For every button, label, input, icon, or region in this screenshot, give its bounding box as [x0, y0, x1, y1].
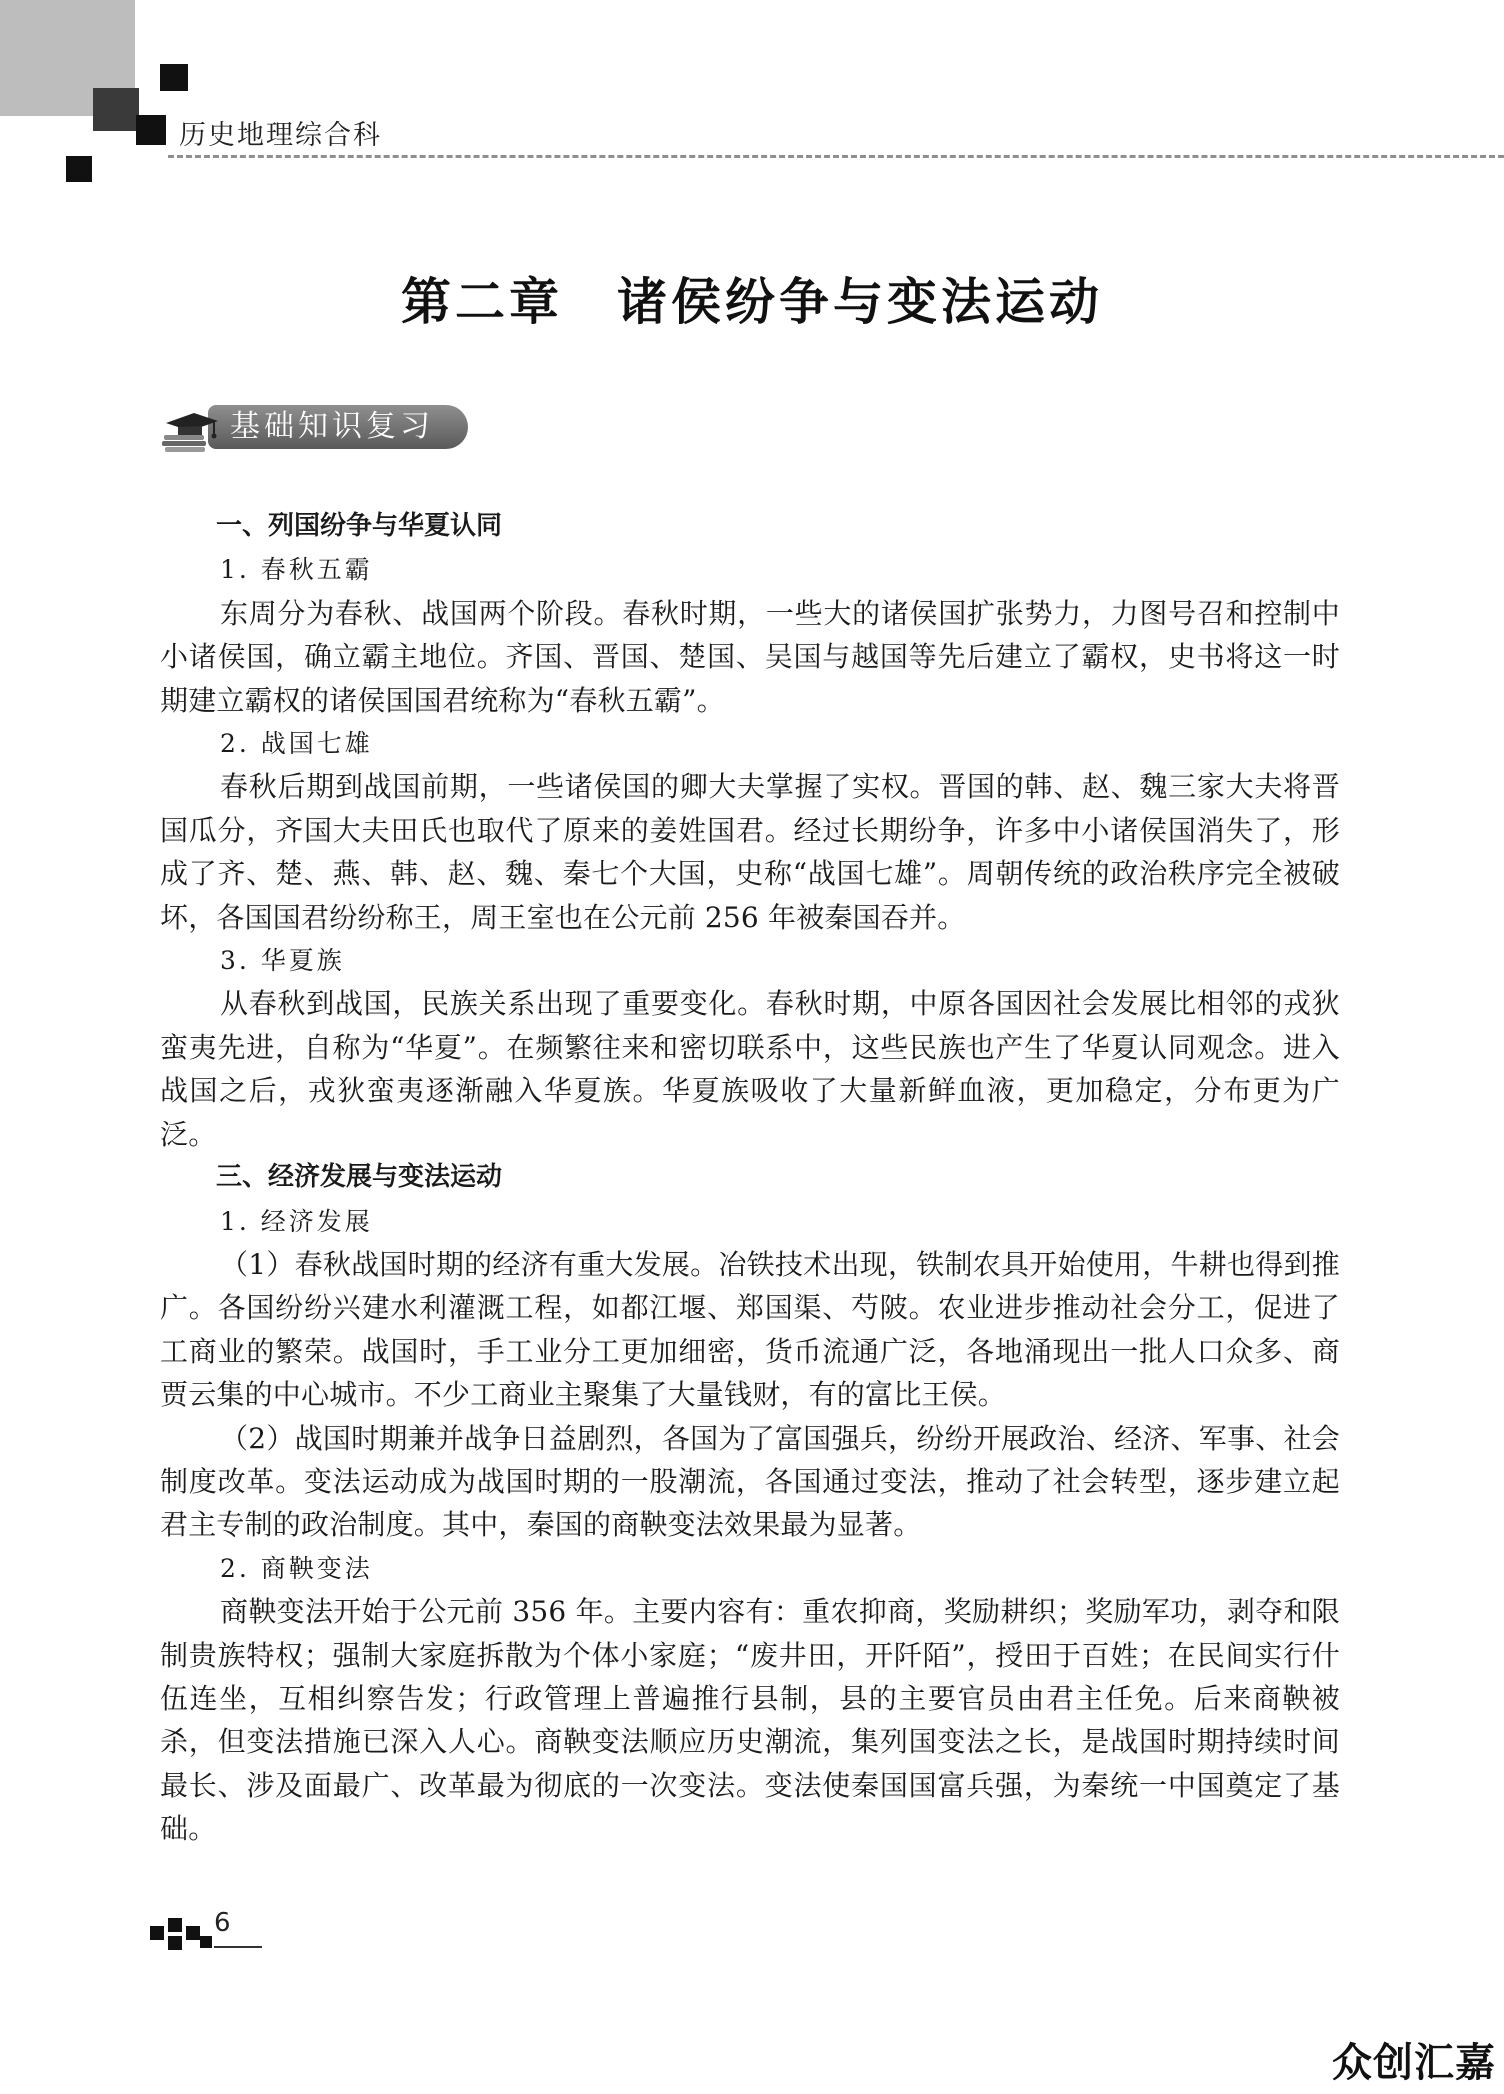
footer-square-decoration: [150, 1926, 164, 1940]
watermark-text: 众创汇嘉: [1332, 2040, 1496, 2086]
header-square-decoration: [160, 64, 188, 91]
footer-square-decoration: [168, 1936, 182, 1950]
chapter-title: 第二章 诸侯纷争与变法运动: [401, 273, 1103, 331]
body-paragraph: 春秋后期到战国前期，一些诸侯国的卿大夫掌握了实权。晋国的韩、赵、魏三家大夫将晋国瓜分，齐国大夫田氏也取代了原来的姜姓国君。经过长期纷争，许多中小诸侯国消失了，形成了齐、楚、燕、韩、赵、魏、秦七个大国，史称“战国七雄”。周朝传统的政治秩序完全被破坏，各国国君纷纷称王，周王室也在公元前 256 年被秦国吞并。: [160, 770, 1340, 934]
header-dashed-rule: [168, 155, 1504, 158]
subsection-title: 2. 战国七雄: [220, 729, 373, 759]
main-content: [160, 505, 1340, 1851]
section-heading: 三、经济发展与变法运动: [216, 1162, 503, 1193]
section-heading: 一、列国纷争与华夏认同: [216, 511, 503, 541]
body-paragraph: 从春秋到战国，民族关系出现了重要变化。春秋时期，中原各国因社会发展比相邻的戎狄蛮夷先进，自称为“华夏”。在频繁往来和密切联系中，这些民族也产生了华夏认同观念。进入战国之后，戎狄蛮夷逐渐融入华夏族。华夏族吸收了大量新鲜血液，更加稳定，分布更为广泛。: [160, 987, 1340, 1151]
banner-label: 基础知识复习: [208, 405, 468, 449]
header-square-decoration: [93, 88, 139, 131]
footer-square-decoration: [186, 1926, 200, 1940]
page-footer: [150, 1908, 260, 1948]
subsection-title: 1. 春秋五霸: [220, 555, 373, 585]
subsection-title: 1. 经济发展: [220, 1206, 373, 1236]
footer-square-decoration: [168, 1918, 182, 1932]
footer-rule: [214, 1946, 262, 1948]
header-square-decoration: [66, 156, 92, 182]
body-paragraph: （2）战国时期兼并战争日益剧烈，各国为了富国强兵，纷纷开展政治、经济、军事、社会制度改革。变法运动成为战国时期的一股潮流，各国通过变法，推动了社会转型，逐步建立起君主专制的政治制度。其中，秦国的商鞅变法效果最为显著。: [160, 1421, 1340, 1542]
graduation-cap-books-icon: [160, 393, 220, 453]
running-header-subject: 历史地理综合科: [179, 120, 382, 151]
subsection-title: 3. 华夏族: [220, 946, 345, 976]
body-paragraph: 商鞅变法开始于公元前 356 年。主要内容有：重农抑商，奖励耕织；奖励军功，剥夺和限制贵族特权；强制大家庭拆散为个体小家庭；“废井田，开阡陌”，授田于百姓；在民间实行什伍连坐，互相纠察告发；行政管理上普遍推行县制，县的主要官员由君主任免。后来商鞅被杀，但变法措施已深入人心。商鞅变法顺应历史潮流，集列国变法之长，是战国时期持续时间最长、涉及面最广、改革最为彻底的一次变法。变法使秦国国富兵强，为秦统一中国奠定了基础。: [160, 1595, 1340, 1846]
footer-square-decoration: [200, 1936, 212, 1948]
subsection-title: 2. 商鞅变法: [220, 1553, 373, 1583]
page-number: 6: [214, 1908, 231, 1938]
body-paragraph: 东周分为春秋、战国两个阶段。春秋时期，一些大的诸侯国扩张势力，力图号召和控制中小诸侯国，确立霸主地位。齐国、晋国、楚国、吴国与越国等先后建立了霸权，史书将这一时期建立霸权的诸侯国国君统称为“春秋五霸”。: [160, 596, 1340, 717]
header-square-decoration: [136, 115, 166, 145]
review-section-banner: [160, 405, 480, 451]
body-paragraph: （1）春秋战国时期的经济有重大发展。冶铁技术出现，铁制农具开始使用，牛耕也得到推广。各国纷纷兴建水利灌溉工程，如都江堰、郑国渠、芍陂。农业进步推动社会分工，促进了工商业的繁荣。战国时，手工业分工更加细密，货币流通广泛，各地涌现出一批人口众多、商贾云集的中心城市。不少工商业主聚集了大量钱财，有的富比王侯。: [160, 1247, 1340, 1412]
